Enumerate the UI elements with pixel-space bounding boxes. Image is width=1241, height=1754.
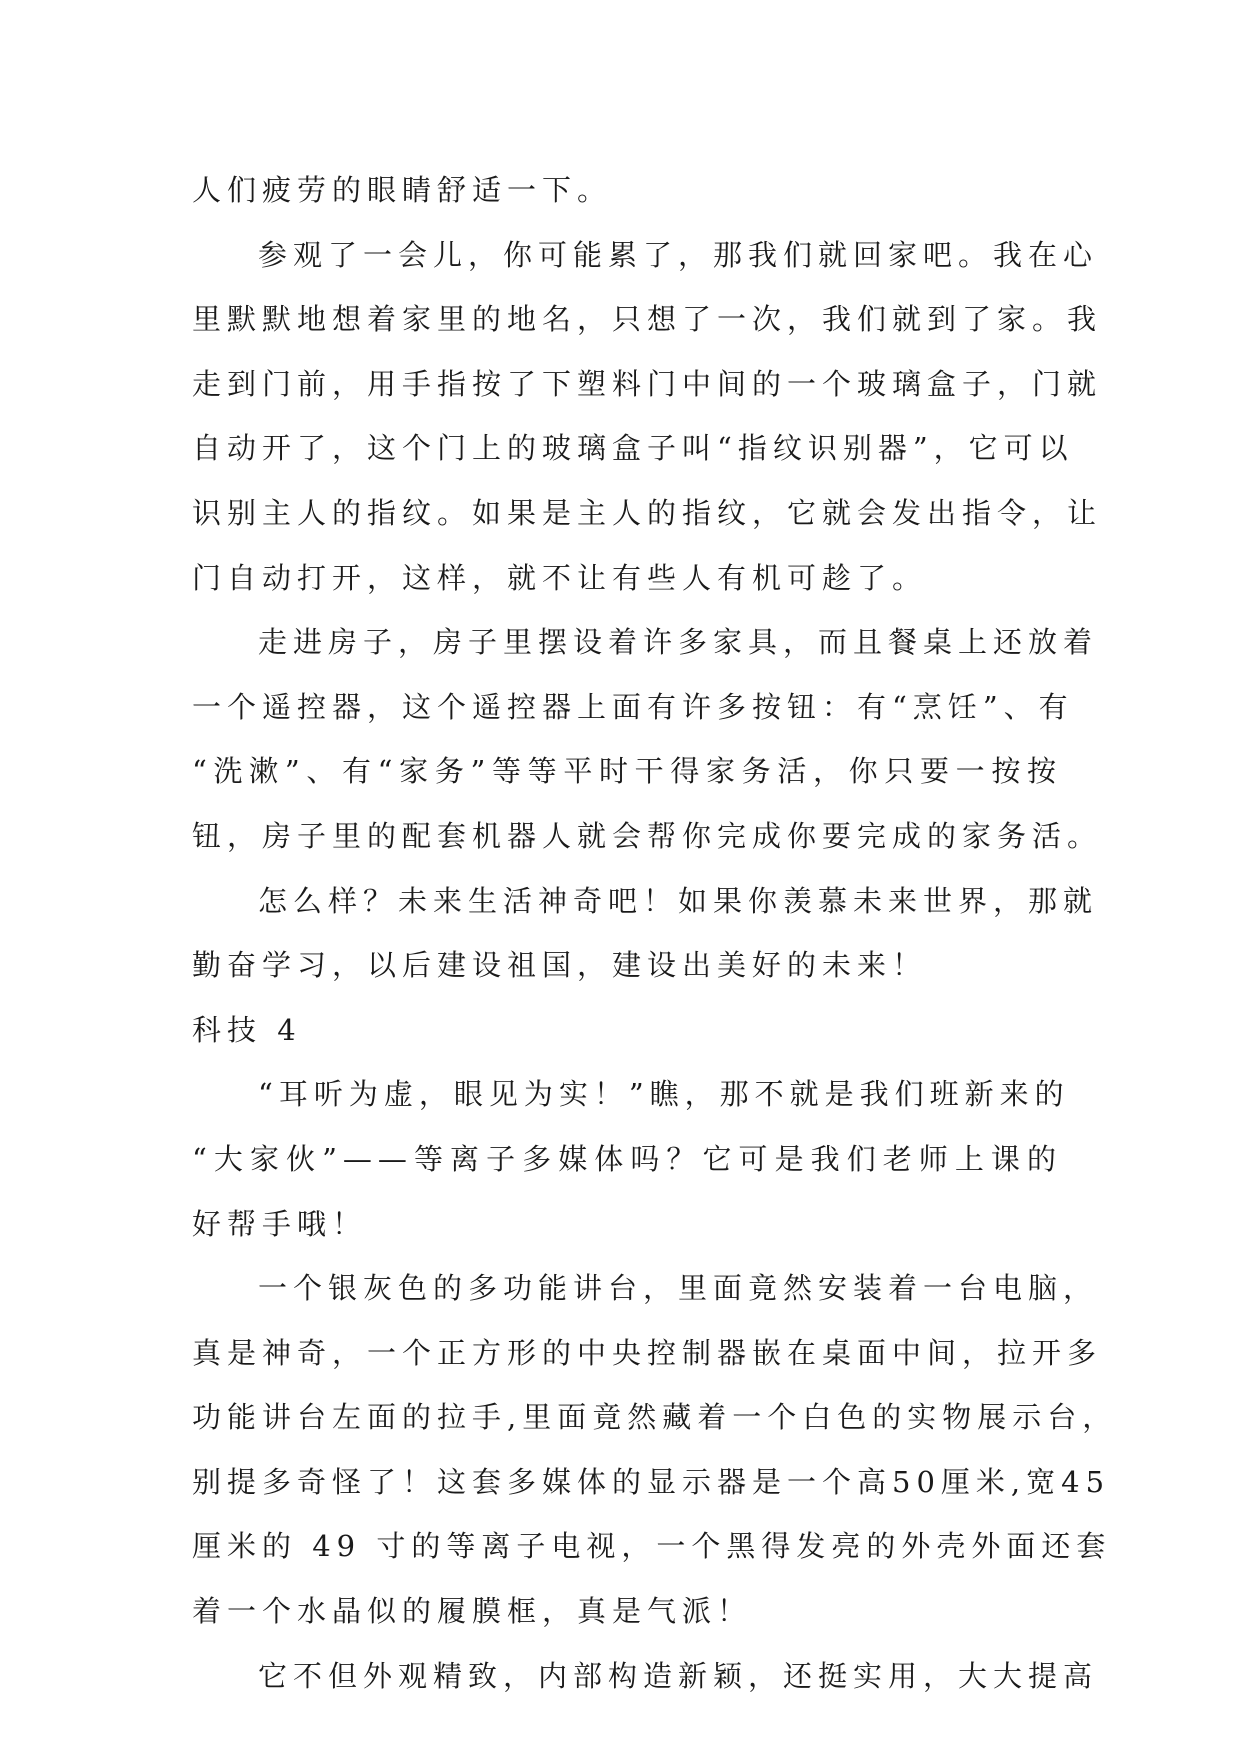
text-line: 走进房子，房子里摆设着许多家具，而且餐桌上还放着 xyxy=(258,625,1099,660)
text-line: “大家伙”——等离子多媒体吗？它可是我们老师上课的 xyxy=(192,1141,1062,1176)
text-line: 里默默地想着家里的地名，只想了一次，我们就到了家。我 xyxy=(192,302,1103,337)
text-line: 别提多奇怪了！这套多媒体的显示器是一个高50厘米,宽45 xyxy=(192,1464,1111,1499)
text-line: 功能讲台左面的拉手,里面竟然藏着一个白色的实物展示台， xyxy=(192,1400,1118,1435)
text-line: 怎么样？未来生活神奇吧！如果你羡慕未来世界，那就 xyxy=(258,883,1099,918)
document-body xyxy=(192,158,1118,1708)
text-line: 走到门前，用手指按了下塑料门中间的一个玻璃盒子，门就 xyxy=(192,366,1103,401)
text-line: 它不但外观精致，内部构造新颖，还挺实用，大大提高 xyxy=(258,1658,1099,1693)
text-line: 一个银灰色的多功能讲台，里面竟然安装着一台电脑， xyxy=(258,1271,1099,1306)
text-line: 门自动打开，这样，就不让有些人有机可趁了。 xyxy=(192,560,928,595)
text-line: 厘米的 49 寸的等离子电视，一个黑得发亮的外壳外面还套 xyxy=(192,1529,1112,1564)
text-line: 识别主人的指纹。如果是主人的指纹，它就会发出指令，让 xyxy=(192,495,1103,530)
text-line: 着一个水晶似的履膜框，真是气派！ xyxy=(192,1594,753,1629)
text-line: 自动开了，这个门上的玻璃盒子叫“指纹识别器”，它可以 xyxy=(192,431,1074,466)
text-line: 人们疲劳的眼睛舒适一下。 xyxy=(192,173,613,207)
text-line: 钮，房子里的配套机器人就会帮你完成你要完成的家务活。 xyxy=(192,818,1103,853)
text-line: 勤奋学习，以后建设祖国，建设出美好的未来！ xyxy=(192,948,928,983)
text-line: 参观了一会儿，你可能累了，那我们就回家吧。我在心 xyxy=(258,237,1099,272)
text-line: 真是神奇，一个正方形的中央控制器嵌在桌面中间，拉开多 xyxy=(192,1335,1103,1370)
text-line: “洗漱”、有“家务”等等平时干得家务活，你只要一按按 xyxy=(192,754,1062,789)
text-line: 一个遥控器，这个遥控器上面有许多按钮：有“烹饪”、有 xyxy=(192,689,1074,724)
text-line: “耳听为虚，眼见为实！”瞧，那不就是我们班新来的 xyxy=(258,1077,1070,1112)
text-line: 好帮手哦！ xyxy=(192,1206,368,1241)
section-heading: 科技 4 xyxy=(192,1012,302,1047)
